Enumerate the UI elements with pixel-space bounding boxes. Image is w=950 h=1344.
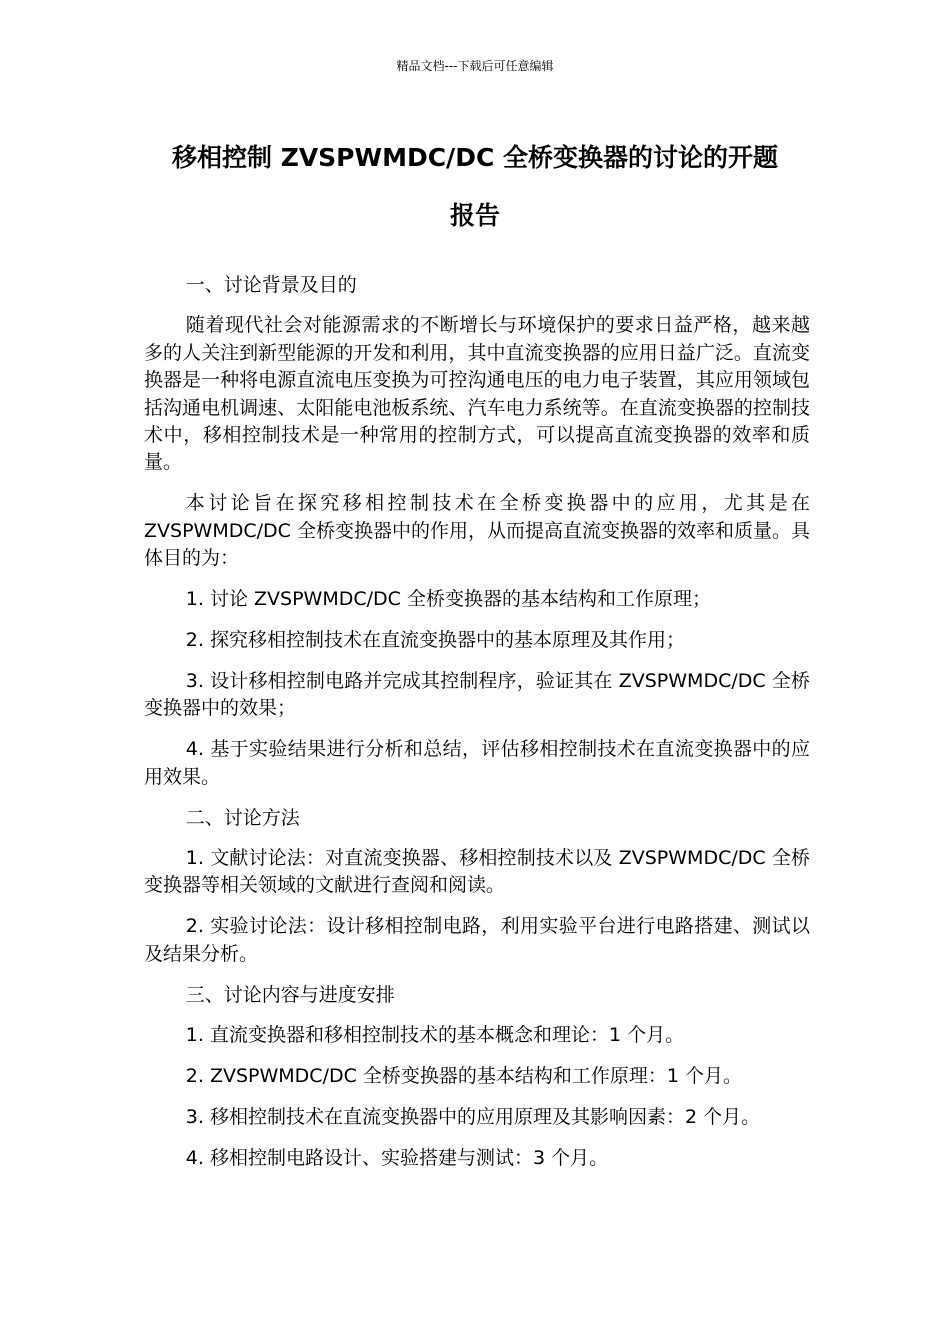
list-item-method-2: 2. 实验讨论法：设计移相控制电路，利用实验平台进行电路搭建、测试以及结果分析。 [144, 915, 810, 965]
list-item-schedule-1: 1. 直流变换器和移相控制技术的基本概念和理论：1 个月。 [185, 1023, 685, 1046]
document-title-line-2: 报告 [449, 201, 500, 230]
list-item-purpose-3: 3. 设计移相控制电路并完成其控制程序，验证其在 ZVSPWMDC/DC 全桥变换器中的效果； [144, 669, 810, 720]
list-item-schedule-4: 4. 移相控制电路设计、实验搭建与测试：3 个月。 [185, 1146, 609, 1169]
document-title-line-1: 移相控制 ZVSPWMDC/DC 全桥变换器的讨论的开题 [172, 143, 778, 172]
paragraph-background: 随着现代社会对能源需求的不断增长与环境保护的要求日益严格，越来越多的人关注到新型能源的开发和利用，其中直流变换器的应用日益广泛。直流变换器是一种将电源直流电压变换为可控沟通电压的电力电子装置，其应用领域包括沟通电机调速、太阳能电池板系统、汽车电力系统等。在直流变换器的控制技术中，移相控制技术是一种常用的控制方式，可以提高直流变换器的效率和质量。 [144, 314, 810, 474]
section-heading-methods: 二、讨论方法 [185, 806, 300, 829]
list-item-method-1: 1. 文献讨论法：对直流变换器、移相控制技术以及 ZVSPWMDC/DC 全桥变换器等相关领域的文献进行查阅和阅读。 [144, 846, 810, 897]
list-item-purpose-1: 1. 讨论 ZVSPWMDC/DC 全桥变换器的基本结构和工作原理； [185, 588, 711, 611]
list-item-purpose-4: 4. 基于实验结果进行分析和总结，评估移相控制技术在直流变换器中的应用效果。 [144, 738, 810, 788]
list-item-schedule-3: 3. 移相控制技术在直流变换器中的应用原理及其影响因素：2 个月。 [185, 1105, 761, 1128]
document-body [144, 272, 810, 1186]
list-item-purpose-2: 2. 探究移相控制技术在直流变换器中的基本原理及其作用； [185, 628, 685, 651]
paragraph-purpose: 本讨论旨在探究移相控制技术在全桥变换器中的应用，尤其是在 ZVSPWMDC/DC 全桥变换器中的作用，从而提高直流变换器的效率和质量。具体目的为： [144, 492, 810, 570]
section-heading-background: 一、讨论背景及目的 [185, 274, 357, 296]
page-header-note: 精品文档---下载后可任意编辑 [396, 59, 554, 73]
section-heading-schedule: 三、讨论内容与进度安排 [185, 983, 395, 1006]
list-item-schedule-2: 2. ZVSPWMDC/DC 全桥变换器的基本结构和工作原理：1 个月。 [185, 1064, 743, 1087]
